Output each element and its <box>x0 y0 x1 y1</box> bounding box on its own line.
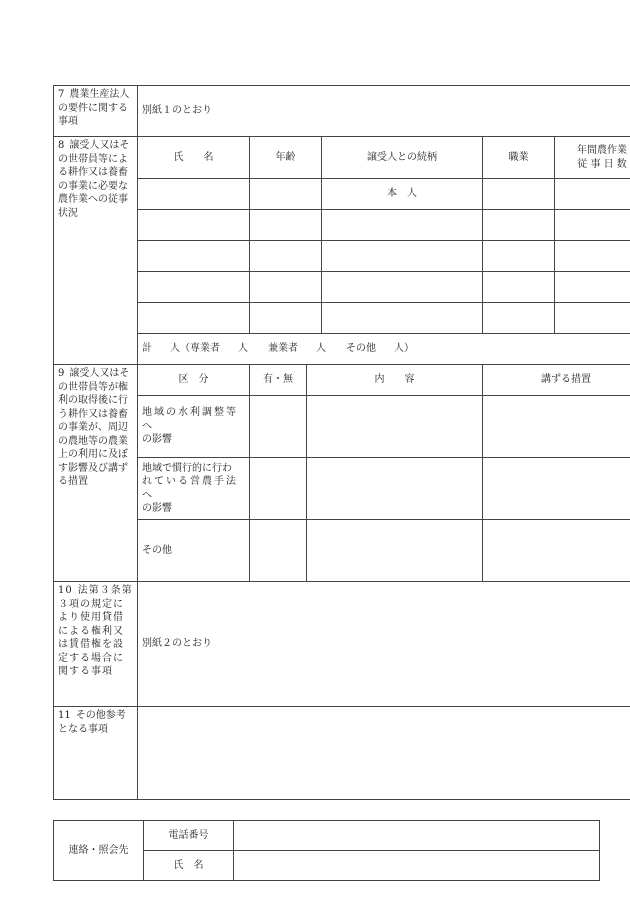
member-days-cell[interactable] <box>555 303 630 334</box>
member-occupation-cell[interactable] <box>483 210 555 241</box>
col-header-occupation: 職業 <box>483 137 555 179</box>
section9-label: 譲受人又はその世帯員等が権利の取得後に行う耕作又は養畜の事業が、周辺の農地等の農業上の利用に及ぼす影響及び講ずる措置 <box>58 368 130 487</box>
impact-category-line1: その他 <box>142 544 172 556</box>
impact-sochi-cell[interactable] <box>483 520 630 582</box>
section8-member-row <box>54 272 630 303</box>
impact-naiyo-cell[interactable] <box>307 396 483 458</box>
section10-number: 10 <box>58 585 73 596</box>
col-header-days <box>555 137 630 179</box>
impact-category-line1: 地域の水利調整等へ <box>142 407 238 432</box>
contact-phone-label: 電話番号 <box>144 821 234 851</box>
section8-member-row <box>54 303 630 334</box>
section8-total-row <box>54 334 630 365</box>
section11-label: その他参考となる事項 <box>58 710 126 735</box>
impact-category-cell <box>138 520 250 582</box>
section11-row <box>54 707 630 800</box>
member-relation-cell[interactable] <box>322 272 483 303</box>
section9-impact-row <box>54 520 630 582</box>
section8-total-cell <box>138 334 630 365</box>
impact-category-line3: の影響 <box>142 503 172 514</box>
member-occupation-cell[interactable] <box>483 272 555 303</box>
impact-category-cell <box>138 458 250 520</box>
impact-sochi-cell[interactable] <box>483 458 630 520</box>
section11-number: 11 <box>58 710 71 721</box>
member-age-cell[interactable] <box>250 179 322 210</box>
section11-value[interactable] <box>138 707 630 800</box>
impact-category-line2: の影響 <box>142 434 172 446</box>
col-header-age: 年齢 <box>250 137 322 179</box>
member-relation-cell[interactable]: 本 人 <box>322 179 483 210</box>
section8-member-row <box>54 179 630 210</box>
impact-umu-cell[interactable] <box>250 396 307 458</box>
section9-impact-row <box>54 458 630 520</box>
section7-row <box>54 86 630 137</box>
impact-sochi-cell[interactable] <box>483 396 630 458</box>
member-age-cell[interactable] <box>250 272 322 303</box>
contact-table <box>53 820 600 881</box>
section11-label-cell <box>54 707 138 800</box>
member-relation-cell[interactable] <box>322 210 483 241</box>
section10-row <box>54 582 630 707</box>
member-occupation-cell[interactable] <box>483 303 555 334</box>
section9-number: 9 <box>58 368 65 379</box>
impact-naiyo-cell[interactable] <box>307 520 483 582</box>
member-days-cell[interactable] <box>555 210 630 241</box>
col-header-relation: 譲受人との続柄 <box>322 137 483 179</box>
member-age-cell[interactable] <box>250 303 322 334</box>
section9-header-row <box>54 365 630 396</box>
impact-category-cell <box>138 396 250 458</box>
section8-member-row <box>54 210 630 241</box>
member-days-cell[interactable] <box>555 179 630 210</box>
member-occupation-cell[interactable] <box>483 179 555 210</box>
contact-label: 連絡・照会先 <box>54 821 144 881</box>
member-name-cell[interactable] <box>138 272 250 303</box>
section10-value[interactable]: 別紙２のとおり <box>138 582 630 707</box>
col-header-naiyo: 内 容 <box>307 365 483 396</box>
col-header-umu: 有・無 <box>250 365 307 396</box>
section9-label-cell <box>54 365 138 582</box>
section9-impact-row <box>54 396 630 458</box>
col-header-kubun: 区 分 <box>138 365 250 396</box>
col-header-name: 氏 名 <box>138 137 250 179</box>
member-relation-cell[interactable] <box>322 303 483 334</box>
member-name-cell[interactable] <box>138 303 250 334</box>
member-name-cell[interactable] <box>138 241 250 272</box>
contact-phone-field[interactable] <box>234 821 600 851</box>
section8-label-cell <box>54 137 138 365</box>
col-header-days-line2: 従 事 日 数 <box>577 158 627 170</box>
section10-label: 法第３条第３項の規定により使用貸借による権利又は賃借権を設定する場合に関する事項 <box>58 585 133 677</box>
total-kei: 計 <box>142 343 152 355</box>
col-header-sochi: 講ずる措置 <box>483 365 630 396</box>
impact-category-line2: れている営農手法へ <box>142 476 238 501</box>
member-occupation-cell[interactable] <box>483 241 555 272</box>
member-age-cell[interactable] <box>250 241 322 272</box>
member-days-cell[interactable] <box>555 272 630 303</box>
member-name-cell[interactable] <box>138 179 250 210</box>
total-person-close: 人） <box>394 343 414 355</box>
total-person-kengyo: 人 兼業者 <box>238 343 298 355</box>
main-form-table <box>53 85 630 800</box>
total-person-open: 人（専業者 <box>170 343 220 355</box>
member-name-cell[interactable] <box>138 210 250 241</box>
col-header-days-line1: 年間農作業 <box>577 145 628 156</box>
section8-member-row <box>54 241 630 272</box>
contact-phone-row <box>54 821 600 851</box>
contact-name-field[interactable] <box>234 851 600 881</box>
member-relation-cell[interactable] <box>322 241 483 272</box>
section7-number: 7 <box>58 89 65 100</box>
impact-category-line1: 地域で慣行的に行わ <box>142 462 232 474</box>
section8-label: 譲受人又はその世帯員等による耕作又は養畜の事業に必要な農作業への従事状況 <box>58 140 130 219</box>
impact-umu-cell[interactable] <box>250 520 307 582</box>
impact-umu-cell[interactable] <box>250 458 307 520</box>
impact-naiyo-cell[interactable] <box>307 458 483 520</box>
section7-label-cell <box>54 86 138 137</box>
member-days-cell[interactable] <box>555 241 630 272</box>
section7-value[interactable]: 別紙１のとおり <box>138 86 630 137</box>
section8-header-row <box>54 137 630 179</box>
section10-label-cell <box>54 582 138 707</box>
section7-label: 農業生産法人の要件に関する事項 <box>58 89 130 127</box>
contact-name-label: 氏 名 <box>144 851 234 881</box>
total-person-sonota: 人 その他 <box>316 343 376 355</box>
member-age-cell[interactable] <box>250 210 322 241</box>
section8-number: 8 <box>58 140 65 151</box>
